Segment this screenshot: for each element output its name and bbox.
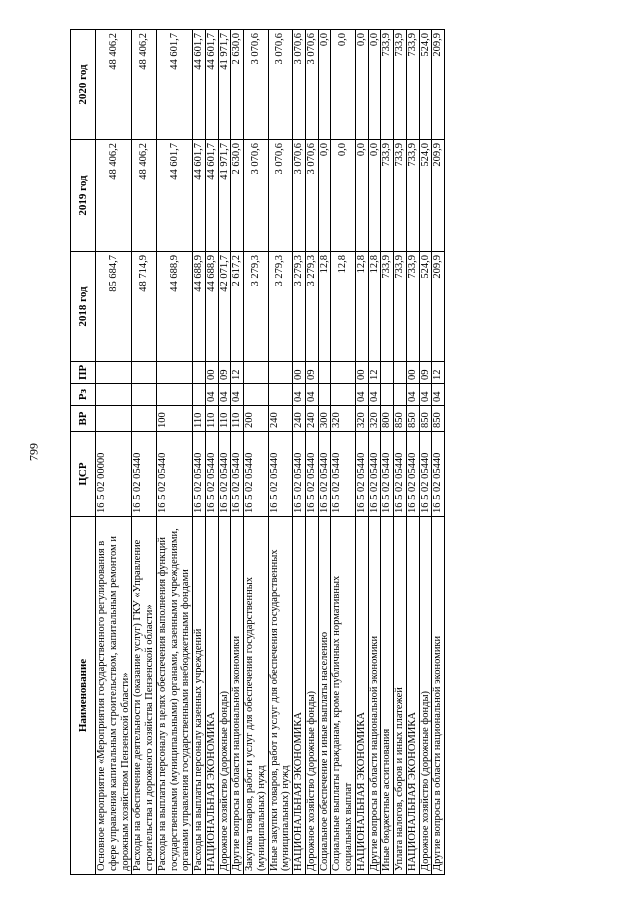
cell-rz <box>331 384 356 406</box>
cell-2018: 85 684,7 <box>96 252 132 362</box>
cell-2020: 3 070,6 <box>293 30 306 140</box>
cell-2018: 733,9 <box>381 252 394 362</box>
cell-name: Иные закупки товаров, работ и услуг для обеспечения государственных (муниципальных) нужд <box>268 517 293 875</box>
cell-2019: 0,0 <box>355 140 368 252</box>
cell-rz <box>156 384 192 406</box>
cell-csr: 16 5 02 05440 <box>218 432 231 517</box>
cell-pr <box>244 362 269 384</box>
cell-vr: 240 <box>305 406 318 432</box>
header-2018: 2018 год <box>71 252 96 362</box>
cell-rz <box>318 384 331 406</box>
cell-2018: 42 071,7 <box>218 252 231 362</box>
table-row <box>381 30 394 875</box>
cell-vr: 850 <box>419 406 432 432</box>
cell-csr: 16 5 02 05440 <box>231 432 244 517</box>
cell-csr: 16 5 02 05440 <box>419 432 432 517</box>
cell-csr: 16 5 02 05440 <box>432 432 445 517</box>
cell-vr <box>96 406 132 432</box>
cell-vr: 240 <box>293 406 306 432</box>
cell-pr <box>394 362 407 384</box>
cell-pr: 00 <box>293 362 306 384</box>
cell-2020: 524,0 <box>419 30 432 140</box>
cell-csr: 16 5 02 05440 <box>205 432 218 517</box>
cell-2019: 48 406,2 <box>96 140 132 252</box>
cell-2020: 0,0 <box>318 30 331 140</box>
cell-2019: 0,0 <box>368 140 381 252</box>
table-row <box>331 30 356 875</box>
cell-name: НАЦИОНАЛЬНАЯ ЭКОНОМИКА <box>293 517 306 875</box>
cell-pr <box>381 362 394 384</box>
cell-csr: 16 5 02 05440 <box>394 432 407 517</box>
cell-pr <box>193 362 206 384</box>
cell-name: Дорожное хозяйство (дорожные фонды) <box>218 517 231 875</box>
cell-vr: 850 <box>406 406 419 432</box>
table-row <box>205 30 218 875</box>
cell-2020: 0,0 <box>355 30 368 140</box>
cell-2018: 12,8 <box>368 252 381 362</box>
cell-csr: 16 5 02 05440 <box>355 432 368 517</box>
table-row <box>218 30 231 875</box>
cell-rz: 04 <box>305 384 318 406</box>
cell-csr: 16 5 02 05440 <box>331 432 356 517</box>
cell-2020: 44 601,7 <box>193 30 206 140</box>
cell-vr: 320 <box>331 406 356 432</box>
cell-2020: 48 406,2 <box>132 30 157 140</box>
cell-pr <box>331 362 356 384</box>
cell-2019: 44 601,7 <box>193 140 206 252</box>
table-row <box>96 30 132 875</box>
table-row <box>318 30 331 875</box>
cell-pr <box>132 362 157 384</box>
table-row <box>394 30 407 875</box>
cell-pr: 09 <box>305 362 318 384</box>
cell-2020: 41 971,7 <box>218 30 231 140</box>
cell-rz: 04 <box>406 384 419 406</box>
cell-csr: 16 5 02 00000 <box>96 432 132 517</box>
header-csr: ЦСР <box>71 432 96 517</box>
cell-name: Расходы на обеспечение деятельности (оказание услуг) ГКУ «Управление строительства и дорожного хозяйства Пензенской области» <box>132 517 157 875</box>
cell-2019: 44 601,7 <box>156 140 192 252</box>
cell-csr: 16 5 02 05440 <box>156 432 192 517</box>
cell-vr: 300 <box>318 406 331 432</box>
table-row <box>368 30 381 875</box>
cell-pr: 00 <box>355 362 368 384</box>
cell-2020: 209,9 <box>432 30 445 140</box>
cell-name: НАЦИОНАЛЬНАЯ ЭКОНОМИКА <box>355 517 368 875</box>
cell-csr: 16 5 02 05440 <box>268 432 293 517</box>
cell-2019: 2 630,0 <box>231 140 244 252</box>
cell-vr: 850 <box>394 406 407 432</box>
table-row <box>406 30 419 875</box>
cell-name: Дорожное хозяйство (дорожные фонды) <box>419 517 432 875</box>
cell-2018: 48 714,9 <box>132 252 157 362</box>
cell-csr: 16 5 02 05440 <box>193 432 206 517</box>
cell-pr <box>96 362 132 384</box>
cell-pr: 00 <box>406 362 419 384</box>
table-row <box>268 30 293 875</box>
cell-2020: 3 070,6 <box>244 30 269 140</box>
cell-2020: 733,9 <box>406 30 419 140</box>
cell-csr: 16 5 02 05440 <box>406 432 419 517</box>
cell-csr: 16 5 02 05440 <box>244 432 269 517</box>
cell-rz <box>244 384 269 406</box>
cell-2019: 44 601,7 <box>205 140 218 252</box>
cell-pr: 12 <box>368 362 381 384</box>
header-rz: Рз <box>71 384 96 406</box>
cell-name: Социальное обеспечение и иные выплаты населению <box>318 517 331 875</box>
header-2019: 2019 год <box>71 140 96 252</box>
table-body <box>96 30 445 875</box>
cell-2018: 44 688,9 <box>193 252 206 362</box>
cell-rz <box>193 384 206 406</box>
cell-2020: 0,0 <box>331 30 356 140</box>
cell-2018: 12,8 <box>331 252 356 362</box>
table-row <box>432 30 445 875</box>
cell-rz <box>132 384 157 406</box>
cell-2019: 0,0 <box>318 140 331 252</box>
cell-rz <box>96 384 132 406</box>
cell-2020: 44 601,7 <box>205 30 218 140</box>
cell-2018: 3 279,3 <box>268 252 293 362</box>
cell-2019: 41 971,7 <box>218 140 231 252</box>
budget-table <box>70 29 445 875</box>
table-row <box>156 30 192 875</box>
cell-vr: 110 <box>218 406 231 432</box>
cell-vr: 800 <box>381 406 394 432</box>
table-row <box>244 30 269 875</box>
cell-name: Уплата налогов, сборов и иных платежей <box>394 517 407 875</box>
cell-name: Расходы на выплаты персоналу казенных учреждений <box>193 517 206 875</box>
cell-2018: 12,8 <box>318 252 331 362</box>
cell-2019: 0,0 <box>331 140 356 252</box>
cell-rz: 04 <box>368 384 381 406</box>
table-row <box>419 30 432 875</box>
cell-2020: 48 406,2 <box>96 30 132 140</box>
cell-2018: 3 279,3 <box>293 252 306 362</box>
header-name: Наименование <box>71 517 96 875</box>
cell-rz: 04 <box>355 384 368 406</box>
cell-2018: 3 279,3 <box>305 252 318 362</box>
cell-2019: 209,9 <box>432 140 445 252</box>
cell-2020: 733,9 <box>394 30 407 140</box>
cell-rz: 04 <box>419 384 432 406</box>
cell-vr: 100 <box>156 406 192 432</box>
cell-vr: 200 <box>244 406 269 432</box>
cell-2019: 48 406,2 <box>132 140 157 252</box>
cell-2020: 3 070,6 <box>268 30 293 140</box>
cell-2019: 3 070,6 <box>244 140 269 252</box>
cell-vr <box>132 406 157 432</box>
table-row <box>132 30 157 875</box>
cell-pr: 09 <box>419 362 432 384</box>
page-number: 799 <box>26 443 41 461</box>
cell-2020: 0,0 <box>368 30 381 140</box>
cell-2018: 209,9 <box>432 252 445 362</box>
table-row <box>355 30 368 875</box>
cell-name: НАЦИОНАЛЬНАЯ ЭКОНОМИКА <box>406 517 419 875</box>
cell-2019: 3 070,6 <box>305 140 318 252</box>
cell-name: Социальные выплаты гражданам, кроме публичных нормативных социальных выплат <box>331 517 356 875</box>
cell-rz: 04 <box>205 384 218 406</box>
cell-pr <box>318 362 331 384</box>
cell-csr: 16 5 02 05440 <box>368 432 381 517</box>
cell-vr: 850 <box>432 406 445 432</box>
cell-pr <box>156 362 192 384</box>
cell-csr: 16 5 02 05440 <box>132 432 157 517</box>
cell-2020: 3 070,6 <box>305 30 318 140</box>
cell-name: НАЦИОНАЛЬНАЯ ЭКОНОМИКА <box>205 517 218 875</box>
cell-vr: 240 <box>268 406 293 432</box>
cell-rz: 04 <box>231 384 244 406</box>
table-row <box>305 30 318 875</box>
cell-2019: 733,9 <box>406 140 419 252</box>
cell-2018: 44 688,9 <box>205 252 218 362</box>
cell-2018: 12,8 <box>355 252 368 362</box>
cell-pr: 00 <box>205 362 218 384</box>
cell-2019: 3 070,6 <box>268 140 293 252</box>
cell-rz <box>381 384 394 406</box>
budget-table-container <box>70 30 610 875</box>
table-row <box>293 30 306 875</box>
cell-pr: 12 <box>432 362 445 384</box>
cell-2019: 733,9 <box>381 140 394 252</box>
cell-rz <box>268 384 293 406</box>
cell-2018: 3 279,3 <box>244 252 269 362</box>
cell-csr: 16 5 02 05440 <box>293 432 306 517</box>
cell-2018: 733,9 <box>406 252 419 362</box>
cell-csr: 16 5 02 05440 <box>318 432 331 517</box>
cell-name: Закупка товаров, работ и услуг для обеспечения государственных (муниципальных) нужд <box>244 517 269 875</box>
table-row <box>193 30 206 875</box>
header-2020: 2020 год <box>71 30 96 140</box>
cell-2020: 733,9 <box>381 30 394 140</box>
header-pr: ПР <box>71 362 96 384</box>
cell-name: Другие вопросы в области национальной экономики <box>231 517 244 875</box>
cell-2019: 3 070,6 <box>293 140 306 252</box>
cell-pr <box>268 362 293 384</box>
cell-2018: 44 688,9 <box>156 252 192 362</box>
cell-pr: 09 <box>218 362 231 384</box>
cell-csr: 16 5 02 05440 <box>305 432 318 517</box>
cell-name: Другие вопросы в области национальной экономики <box>432 517 445 875</box>
cell-pr: 12 <box>231 362 244 384</box>
cell-2018: 524,0 <box>419 252 432 362</box>
rotated-page-area <box>70 30 610 875</box>
table-header-row <box>71 30 96 875</box>
header-vr: ВР <box>71 406 96 432</box>
cell-rz <box>394 384 407 406</box>
cell-name: Расходы на выплаты персоналу в целях обеспечения выполнения функций государственными (муниципальными) органами, казенными учреждениями, органами управления государственными внебюджетными фондами <box>156 517 192 875</box>
cell-rz: 04 <box>293 384 306 406</box>
cell-vr: 110 <box>205 406 218 432</box>
cell-name: Другие вопросы в области национальной экономики <box>368 517 381 875</box>
cell-2018: 2 617,2 <box>231 252 244 362</box>
cell-vr: 320 <box>355 406 368 432</box>
cell-name: Дорожное хозяйство (дорожные фонды) <box>305 517 318 875</box>
cell-name: Основное мероприятие «Мероприятия государственного регулирования в сфере управления капитальным строительством, капитальным ремонтом и дорожным хозяйством Пензенской области» <box>96 517 132 875</box>
cell-2020: 2 630,0 <box>231 30 244 140</box>
cell-2019: 524,0 <box>419 140 432 252</box>
cell-vr: 110 <box>231 406 244 432</box>
cell-vr: 110 <box>193 406 206 432</box>
cell-rz: 04 <box>432 384 445 406</box>
cell-2020: 44 601,7 <box>156 30 192 140</box>
cell-csr: 16 5 02 05440 <box>381 432 394 517</box>
cell-vr: 320 <box>368 406 381 432</box>
cell-rz: 04 <box>218 384 231 406</box>
cell-name: Иные бюджетные ассигнования <box>381 517 394 875</box>
table-row <box>231 30 244 875</box>
cell-2019: 733,9 <box>394 140 407 252</box>
cell-2018: 733,9 <box>394 252 407 362</box>
